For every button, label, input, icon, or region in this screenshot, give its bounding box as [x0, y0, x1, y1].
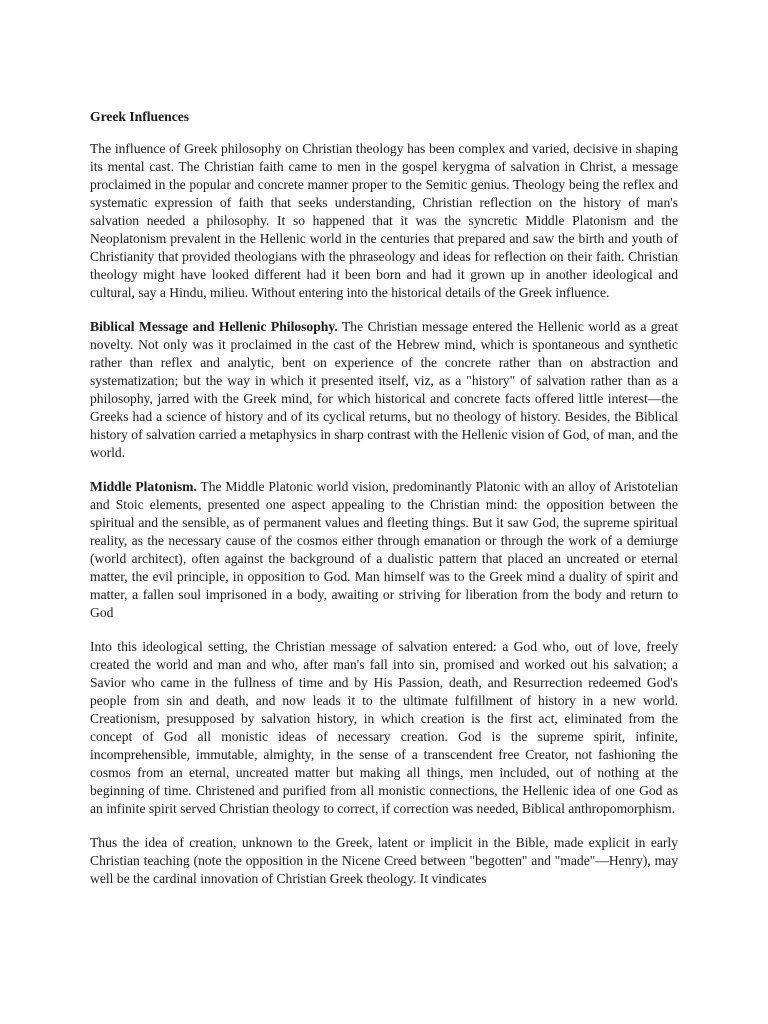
- paragraph-biblical-message: [90, 318, 678, 462]
- paragraph-text: Into this ideological setting, the Christian message of salvation entered: a God who, out of love, freely created the world and man and who, after man's fall into sin, promised and worked out his salvation; a Savior who came in the fullness of time and by His Passion, death, and Resurrection redeemed God's people from sin and death, and now leads it to the ultimate fulfillment of history in a new world. Creationism, presupposed by salvation history, in which creation is the first act, eliminated from the concept of God all monistic ideas of necessary creation. God is the supreme spirit, infinite, incomprehensible, immutable, almighty, in the sense of a transcendent free Creator, not fashioning the cosmos from an eternal, uncreated matter but making all things, men included, out of nothing at the beginning of time. Christened and purified from all monistic connections, the Hellenic idea of one God as an infinite spirit served Christian theology to correct, if correction was needed, Biblical anthropomorphism.: [90, 639, 678, 816]
- paragraph-middle-platonism: [90, 478, 678, 622]
- paragraph-salvation-message: [90, 638, 678, 818]
- paragraph-text: The influence of Greek philosophy on Christian theology has been complex and varied, decisive in shaping its mental cast. The Christian faith came to men in the gospel kerygma of salvation in Christ, a message proclaimed in the popular and concrete manner proper to the Semitic genius. Theology being the reflex and systematic expression of faith that seeks understanding, Christian reflection on the history of man's salvation needed a philosophy. It so happened that it was the syncretic Middle Platonism and the Neoplatonism prevalent in the Hellenic world in the centuries that prepared and saw the birth and youth of Christianity that provided theologians with the phraseology and ideas for reflection on their faith. Christian theology might have looked different had it been born and had it grown up in another ideological and cultural, say a Hindu, milieu. Without entering into the historical details of the Greek influence.: [90, 141, 678, 300]
- paragraph-intro: [90, 140, 678, 302]
- paragraph-lead: Biblical Message and Hellenic Philosophy.: [90, 319, 338, 334]
- paragraph-text: The Middle Platonic world vision, predominantly Platonic with an alloy of Aristotelian and Stoic elements, presented one aspect appealing to the Christian mind: the opposition between the spiritual and the sensible, as of permanent values and fleeting things. But it saw God, the supreme spiritual reality, as the necessary cause of the cosmos either through emanation or through the work of a demiurge (world architect), often against the background of a dualistic pattern that placed an uncreated or eternal matter, the evil principle, in opposition to God. Man himself was to the Greek mind a duality of spirit and matter, a fallen soul imprisoned in a body, awaiting or striving for liberation from the body and return to God: [90, 479, 678, 620]
- paragraph-lead: Middle Platonism.: [90, 479, 197, 494]
- paragraph-creation: [90, 834, 678, 888]
- page-title: Greek Influences: [90, 109, 190, 124]
- paragraph-text: Thus the idea of creation, unknown to the Greek, latent or implicit in the Bible, made explicit in early Christian teaching (note the opposition in the Nicene Creed between "begotten" and "made"—Henry), may well be the cardinal innovation of Christian Greek theology. It vindicates: [90, 835, 678, 886]
- paragraph-text: The Christian message entered the Hellenic world as a great novelty. Not only was it proclaimed in the cast of the Hebrew mind, which is spontaneous and synthetic rather than reflex and analytic, bent on experience of the concrete rather than on abstraction and systematization; but the way in which it presented itself, viz, as a "history" of salvation rather than as a philosophy, jarred with the Greek mind, for which historical and concrete facts offered little interest—the Greeks had a science of history and of its cyclical returns, but no theology of history. Besides, the Biblical history of salvation carried a metaphysics in sharp contrast with the Hellenic vision of God, of man, and the world.: [90, 319, 678, 460]
- document-page: [90, 108, 678, 904]
